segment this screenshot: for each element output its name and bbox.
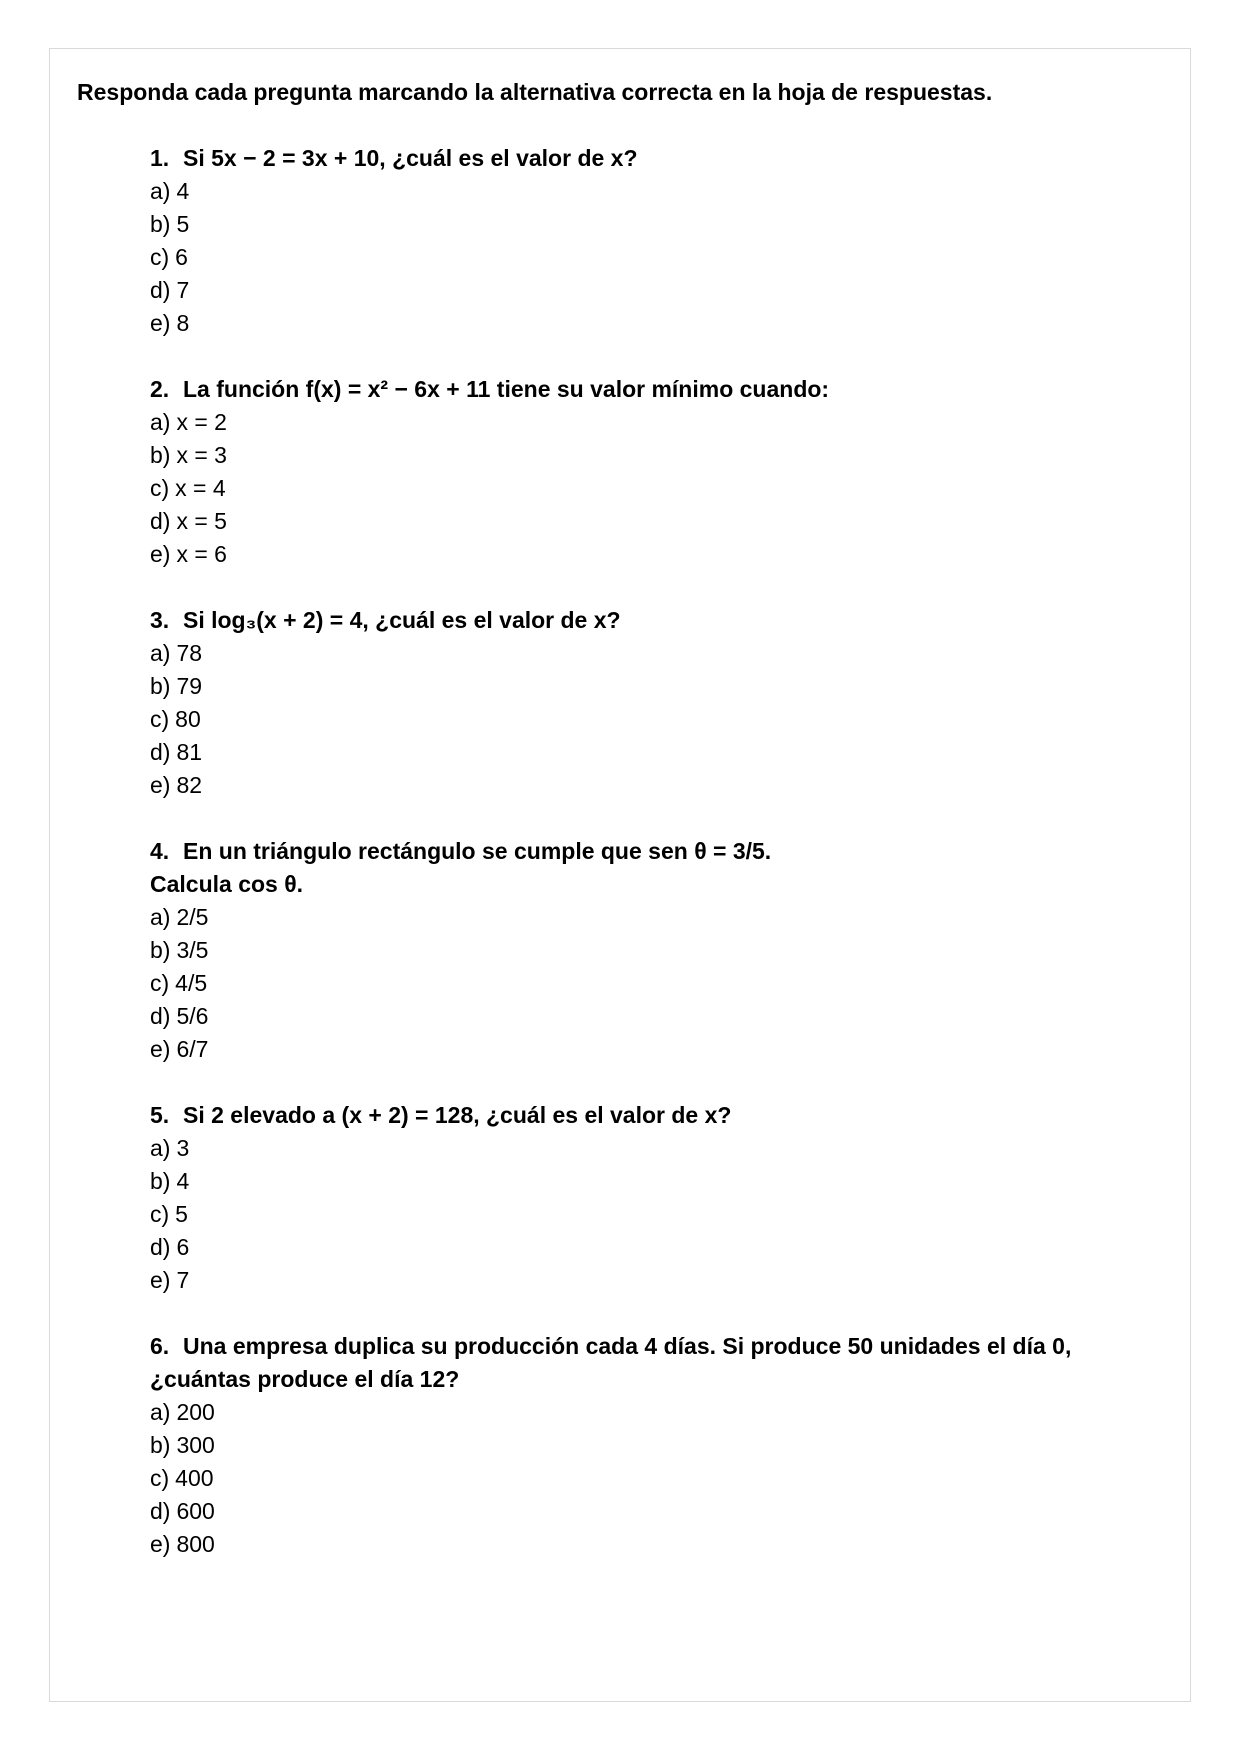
question-stem-line: Si 2 elevado a (x + 2) = 128, ¿cuál es el valor de x?: [183, 1102, 732, 1128]
option-value: 4: [176, 178, 190, 204]
question-stem-line: Una empresa duplica su producción cada 4 días. Si produce 50 unidades el día 0,: [183, 1333, 1072, 1359]
option-label: b): [150, 1432, 171, 1458]
option-label: e): [150, 772, 171, 798]
option-value: 3: [176, 1135, 190, 1161]
option-label: b): [150, 1168, 171, 1194]
option-label: e): [150, 1267, 171, 1293]
option-label: a): [150, 904, 171, 930]
option-row: [150, 1495, 1138, 1528]
option-row: [150, 274, 1138, 307]
question-stem-line: Calcula cos θ.: [150, 871, 304, 897]
option-row: [150, 1198, 1138, 1231]
option-value: x = 4: [175, 475, 226, 501]
option-value: 2/5: [176, 904, 209, 930]
option-row: [150, 505, 1138, 538]
question-number: 5.: [150, 1102, 170, 1128]
option-value: 400: [175, 1465, 214, 1491]
option-value: 800: [176, 1531, 215, 1557]
option-row: [150, 769, 1138, 802]
option-value: 7: [176, 277, 190, 303]
question-block: [150, 835, 1138, 1066]
question-number: 3.: [150, 607, 170, 633]
option-value: 78: [176, 640, 203, 666]
option-row: [150, 703, 1138, 736]
option-row: [150, 901, 1138, 934]
option-label: d): [150, 1498, 171, 1524]
option-value: 80: [175, 706, 201, 732]
question-block: [150, 373, 1138, 571]
question-stem: [150, 604, 1138, 637]
question-stem: [150, 373, 1138, 406]
question-stem-line: ¿cuántas produce el día 12?: [150, 1366, 460, 1392]
option-value: 3/5: [176, 937, 209, 963]
question-number: 1.: [150, 145, 170, 171]
option-value: x = 6: [176, 541, 227, 567]
option-row: [150, 175, 1138, 208]
option-row: [150, 967, 1138, 1000]
option-row: [150, 934, 1138, 967]
option-label: a): [150, 1135, 171, 1161]
option-value: 5: [175, 1201, 188, 1227]
option-value: 82: [176, 772, 203, 798]
question-number: 2.: [150, 376, 170, 402]
option-label: d): [150, 1234, 171, 1260]
option-value: 6/7: [176, 1036, 209, 1062]
option-label: a): [150, 640, 171, 666]
option-row: [150, 1132, 1138, 1165]
question-stem: [150, 1099, 1138, 1132]
instruction-text: Responda cada pregunta marcando la alternativa correcta en la hoja de respuestas.: [77, 79, 993, 105]
option-label: e): [150, 541, 171, 567]
option-row: [150, 406, 1138, 439]
option-label: d): [150, 508, 171, 534]
option-row: [150, 1429, 1138, 1462]
option-label: e): [150, 1531, 171, 1557]
question-stem: [150, 835, 1138, 901]
option-value: 5/6: [176, 1003, 209, 1029]
option-label: c): [150, 706, 170, 732]
option-value: 7: [176, 1267, 190, 1293]
document-page: [49, 48, 1191, 1702]
option-label: c): [150, 1201, 170, 1227]
question-block: [150, 142, 1138, 340]
option-row: [150, 472, 1138, 505]
question-block: [150, 1099, 1138, 1297]
question-stem: [150, 1330, 1138, 1396]
option-row: [150, 1033, 1138, 1066]
question-block: [150, 1330, 1138, 1561]
option-value: 81: [176, 739, 203, 765]
question-stem-line: En un triángulo rectángulo se cumple que sen θ = 3/5.: [183, 838, 772, 864]
option-label: e): [150, 1036, 171, 1062]
question-stem-line: La función f(x) = x² − 6x + 11 tiene su valor mínimo cuando:: [183, 376, 830, 402]
option-label: b): [150, 442, 171, 468]
question-stem-line: Si 5x − 2 = 3x + 10, ¿cuál es el valor de x?: [183, 145, 638, 171]
option-row: [150, 439, 1138, 472]
option-row: [150, 1264, 1138, 1297]
option-row: [150, 1165, 1138, 1198]
option-label: a): [150, 1399, 171, 1425]
option-row: [150, 1528, 1138, 1561]
option-value: x = 3: [176, 442, 227, 468]
option-value: 6: [176, 1234, 190, 1260]
option-label: e): [150, 310, 171, 336]
option-row: [150, 538, 1138, 571]
option-label: c): [150, 1465, 170, 1491]
option-label: b): [150, 673, 171, 699]
option-row: [150, 241, 1138, 274]
option-row: [150, 307, 1138, 340]
option-row: [150, 208, 1138, 241]
option-label: c): [150, 970, 170, 996]
option-value: 6: [175, 244, 188, 270]
option-label: b): [150, 937, 171, 963]
option-row: [150, 1231, 1138, 1264]
option-value: 4/5: [175, 970, 208, 996]
option-label: d): [150, 277, 171, 303]
question-number: 4.: [150, 838, 170, 864]
option-value: 5: [176, 211, 190, 237]
option-value: x = 2: [176, 409, 227, 435]
option-value: 4: [176, 1168, 190, 1194]
option-row: [150, 1000, 1138, 1033]
question-list: [150, 142, 1138, 1561]
option-label: d): [150, 1003, 171, 1029]
option-value: x = 5: [176, 508, 227, 534]
option-value: 79: [176, 673, 203, 699]
option-label: a): [150, 178, 171, 204]
option-label: a): [150, 409, 171, 435]
option-label: b): [150, 211, 171, 237]
option-row: [150, 637, 1138, 670]
option-value: 200: [176, 1399, 215, 1425]
question-number: 6.: [150, 1333, 170, 1359]
option-row: [150, 1462, 1138, 1495]
option-label: c): [150, 475, 170, 501]
option-row: [150, 1396, 1138, 1429]
option-value: 8: [176, 310, 190, 336]
option-row: [150, 670, 1138, 703]
question-stem: [150, 142, 1138, 175]
option-label: c): [150, 244, 170, 270]
question-block: [150, 604, 1138, 802]
option-value: 600: [176, 1498, 215, 1524]
option-row: [150, 736, 1138, 769]
option-label: d): [150, 739, 171, 765]
question-stem-line: Si log₃(x + 2) = 4, ¿cuál es el valor de x?: [183, 607, 621, 633]
option-value: 300: [176, 1432, 215, 1458]
